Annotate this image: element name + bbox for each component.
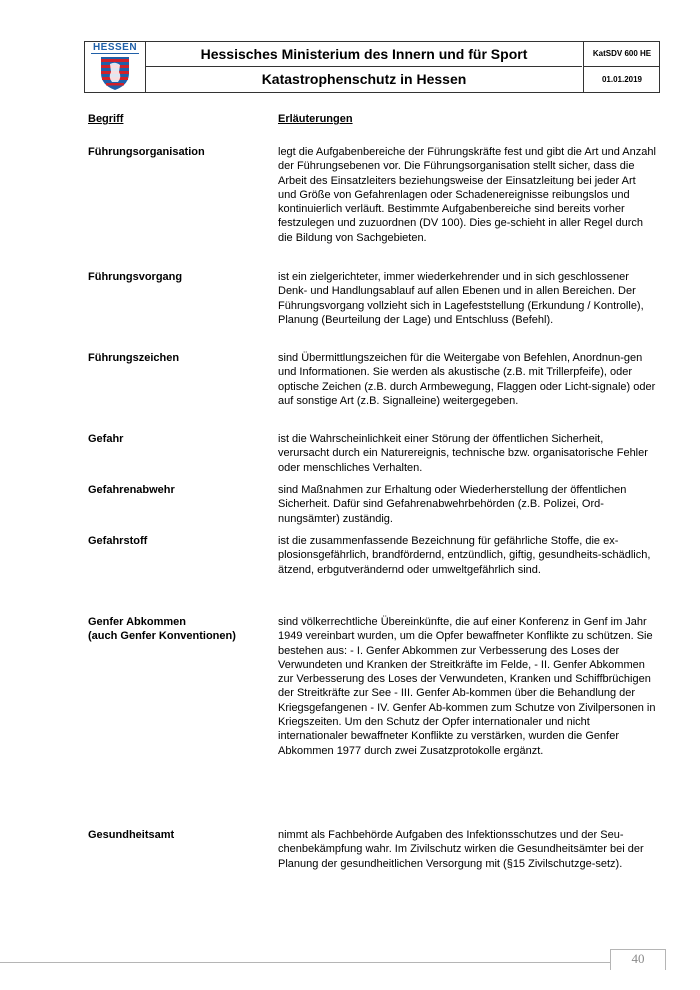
- hessen-logo: [85, 42, 146, 92]
- term-genfer-abkommen-line2: (auch Genfer Konventionen): [88, 630, 236, 643]
- term-fuehrungsvorgang: Führungsvorgang: [88, 271, 183, 283]
- term-gefahrstoff: Gefahrstoff: [88, 535, 148, 547]
- document-date: 01.01.2019: [583, 67, 660, 92]
- term-genfer-abkommen-line1: Genfer Abkommen: [88, 616, 187, 628]
- document-code: KatSDV 600 HE: [583, 42, 660, 67]
- term-gefahrenabwehr: Gefahrenabwehr: [88, 484, 175, 496]
- term-gesundheitsamt: Gesundheitsamt: [88, 829, 175, 841]
- definition-gefahrenabwehr: sind Maßnahmen zur Erhaltung oder Wiederherstellung der öffentlichen Sicherheit. Dafür sind Gefahrenabwehrbehörden (z.B. Polizei, Ord-nungsämter) zuständig.: [278, 484, 627, 525]
- ministry-title: Hessisches Ministerium des Innern und für Sport: [146, 42, 582, 67]
- definition-gefahrstoff: ist die zusammenfassende Bezeichnung für gefährliche Stoffe, die ex-plosionsgefährlich, brandfördernd, entzündlich, giftig, gesundheits-schädlich, ätzend, erbgutverändernd oder umweltgefährlich sind.: [278, 535, 651, 576]
- definition-fuehrungsorganisation: legt die Aufgabenbereiche der Führungskräfte fest und gibt die Art und Anzahl der Führungsebenen vor. Die Führungsorganisation stellt sicher, dass die Arbeit des Einsatzleiters beziehungsweise der Einsatzleitung bei jeder Art und Größe von Gefahrenlagen oder Schadenereignisse reibungslos und kontinuierlich verläuft. Bestimmte Aufgabenbereiche sind bereits vorher festzulegen und zuzuordnen (DV 100). Dies ge-schieht in aller Regel durch die Bildung von Sachgebieten.: [278, 146, 656, 244]
- hessen-lion-shield-icon: [99, 55, 131, 91]
- term-gefahr: Gefahr: [88, 433, 124, 445]
- footer-rule: [0, 962, 610, 963]
- term-genfer-abkommen: [88, 615, 268, 644]
- definition-fuehrungsvorgang: ist ein zielgerichteter, immer wiederkehrender und in sich geschlossener Denk- und Handlungsablauf auf allen Ebenen und in allen Bereichen. Der Führungsvorgang vollzieht sich in Lagefeststellung (Erkundung / Kontrolle), Planung (Beurteilung der Lage) und Entschluss (Befehl).: [278, 271, 644, 326]
- logo-wordmark: HESSEN: [92, 42, 138, 53]
- definition-gefahr: ist die Wahrscheinlichkeit einer Störung der öffentlichen Sicherheit, verursacht durch ein Naturereignis, technische bzw. organisatorische Fehler oder menschliches Verhalten.: [278, 433, 648, 474]
- page-number: 40: [610, 949, 666, 970]
- term-fuehrungsorganisation: Führungsorganisation: [88, 146, 205, 158]
- document-subtitle: Katastrophenschutz in Hessen: [261, 71, 467, 87]
- column-header-explanation: Erläuterungen: [278, 113, 353, 125]
- document-header: [84, 41, 660, 93]
- term-fuehrungszeichen: Führungszeichen: [88, 352, 180, 364]
- definition-fuehrungszeichen: sind Übermittlungszeichen für die Weitergabe von Befehlen, Anordnun-gen und Informationen. Sie werden als akustische (z.B. mit Trillerpfeife), oder optische Zeichen (z.B. durch Armbewegung, Flaggen oder Licht-signale) oder auf sonstige Art (z.B. Signalleine) weitergegeben.: [278, 352, 656, 407]
- column-header-term: Begriff: [88, 113, 124, 125]
- definition-genfer-abkommen: sind völkerrechtliche Übereinkünfte, die auf einer Konferenz in Genf im Jahr 1949 vereinbart wurden, um die Opfer bewaffneter Konflikte zu schützen. Sie bestehen aus: - I. Genfer Abkommen zur Verbesserung des Loses der Verwundeten und Kranken der Streitkräfte im Felde, - II. Genfer Abkommen zur Verbesserung des Loses der Verwundeten, Kranken und Schiffbrüchigen der Streitkräfte zur See - III. Genfer Ab-kommen über die Behandlung der Kriegsgefangenen - IV. Genfer Ab-kommen zum Schutze von Zivilpersonen in Kriegszeiten. Um den Schutz der Opfer internationaler und nicht internationaler bewaffneter Konflikte zu verstärken, wurden die Genfer Abkommen 1977 durch zwei Zusatzprotokolle ergänzt.: [278, 616, 656, 757]
- definition-gesundheitsamt: nimmt als Fachbehörde Aufgaben des Infektionsschutzes und der Seu-chenbekämpfung wahr. Im Zivilschutz wirken die Gesundheitsämter bei der Planung der gesundheitlichen Versorgung mit (§15 Zivilschutzge-setz).: [278, 829, 644, 870]
